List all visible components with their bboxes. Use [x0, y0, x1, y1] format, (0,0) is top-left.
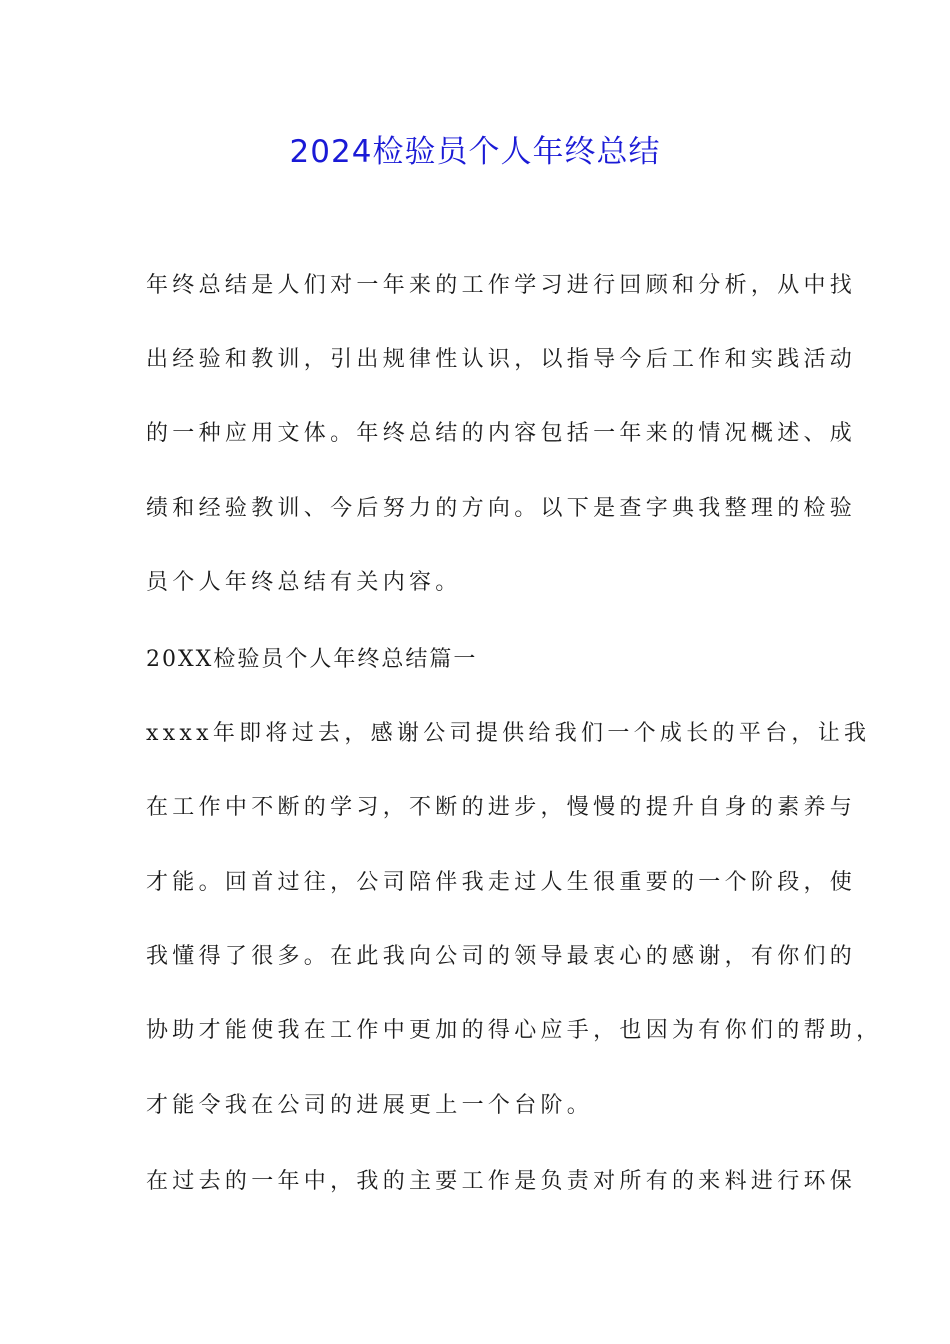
paragraph1-line-6: 才能令我在公司的进展更上一个台阶。 [146, 1093, 594, 1118]
intro-line-3: 的一种应用文体。年终总结的内容包括一年来的情况概述、成 [146, 421, 857, 446]
section-heading: 20XX检验员个人年终总结篇一 [146, 647, 478, 672]
paragraph2-line-1: 在过去的一年中，我的主要工作是负责对所有的来料进行环保 [146, 1169, 857, 1194]
intro-line-5: 员个人年终总结有关内容。 [146, 570, 462, 595]
paragraph1-line-5: 协助才能使我在工作中更加的得心应手，也因为有你们的帮助， [146, 1018, 883, 1043]
paragraph1-line-4: 我懂得了很多。在此我向公司的领导最衷心的感谢，有你们的 [146, 944, 857, 969]
document-title: 2024检验员个人年终总结 [289, 134, 661, 170]
paragraph1-line-1: xxxx年即将过去，感谢公司提供给我们一个成长的平台，让我 [146, 721, 871, 746]
paragraph1-line-3: 才能。回首过往，公司陪伴我走过人生很重要的一个阶段，使 [146, 870, 857, 895]
intro-line-4: 绩和经验教训、今后努力的方向。以下是查字典我整理的检验 [146, 496, 857, 521]
intro-line-1: 年终总结是人们对一年来的工作学习进行回顾和分析，从中找 [146, 273, 857, 298]
paragraph1-line-2: 在工作中不断的学习，不断的进步，慢慢的提升自身的素养与 [146, 795, 857, 820]
intro-line-2: 出经验和教训，引出规律性认识，以指导今后工作和实践活动 [146, 347, 857, 372]
